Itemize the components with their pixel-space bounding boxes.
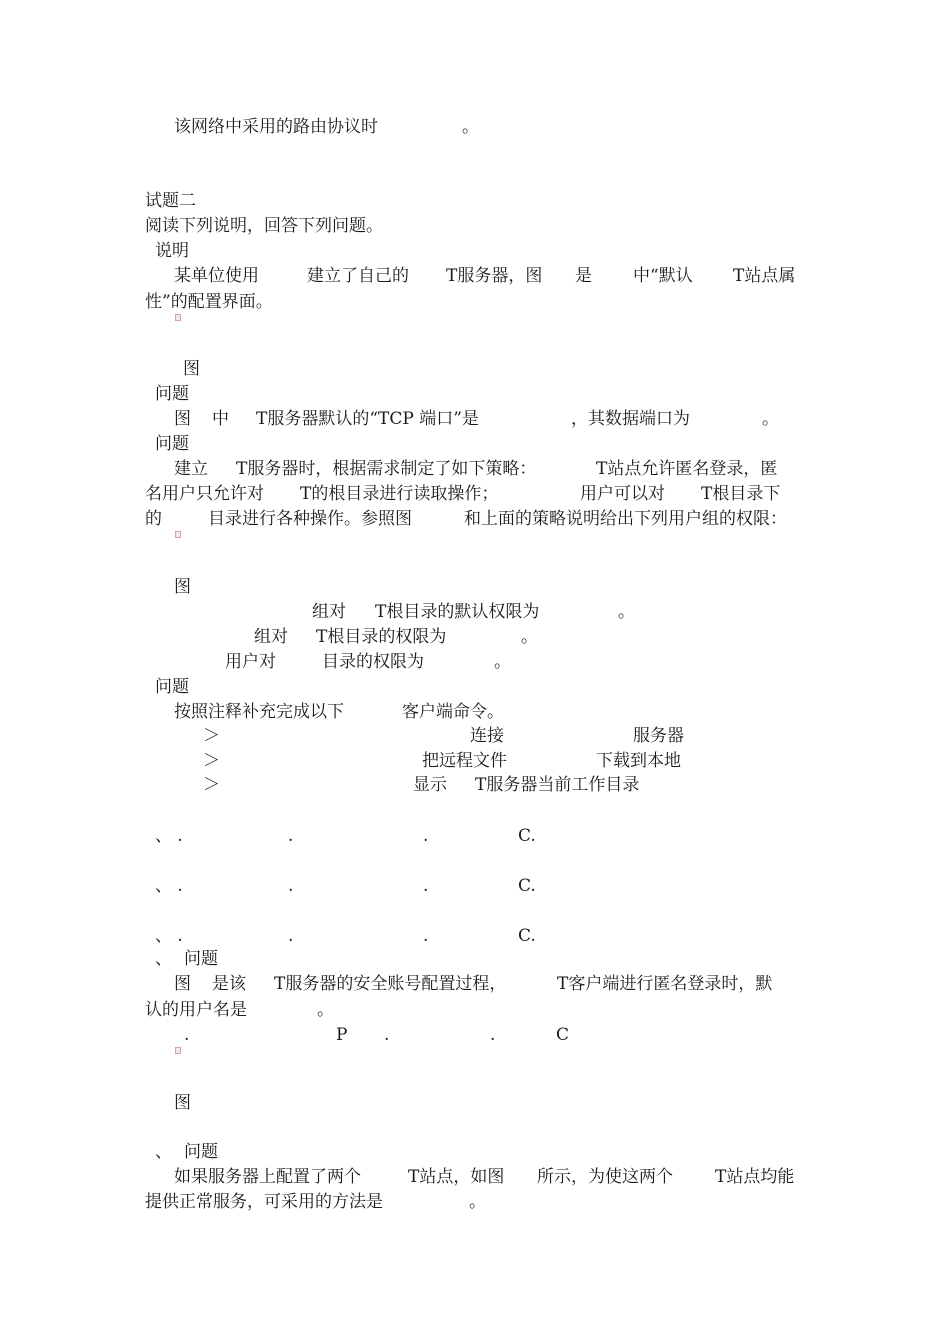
text-line: 某单位使用 [174, 266, 259, 286]
option-line: 、 . [155, 826, 183, 846]
text-line: 是 [575, 266, 592, 286]
text-line: 图 [174, 409, 191, 429]
text-line: 是该 [212, 974, 246, 994]
option-line: . [288, 926, 294, 946]
figure-caption: 图 [174, 577, 191, 597]
text-line: 。 [462, 117, 479, 137]
text-line: T站点允许匿名登录，匿 [596, 459, 778, 479]
text-line: 、 [155, 949, 172, 969]
text-line: T根目录的默认权限为 [375, 602, 540, 622]
option-line: . [288, 876, 294, 896]
option-line: . [423, 926, 429, 946]
text-line: 。 [317, 1000, 334, 1020]
text-line: T站点属 [733, 266, 796, 286]
question-heading: 问题 [155, 434, 189, 454]
option-line: . [423, 876, 429, 896]
text-line: ，其数据端口为 [571, 409, 690, 429]
text-line: 用户可以对 [580, 484, 665, 504]
figure-caption: 图 [183, 359, 200, 379]
text-line: T根目录的权限为 [316, 627, 447, 647]
question-heading: 问题 [184, 949, 218, 969]
option-line: C. [518, 926, 536, 946]
text-line: 。 [521, 627, 538, 647]
text-line: 。 [494, 652, 511, 672]
text-line: 如果服务器上配置了两个 [174, 1167, 361, 1187]
option-line: P [336, 1025, 348, 1045]
option-line: 、 . [155, 926, 183, 946]
text-line: T服务器的安全账号配置过程， [274, 974, 507, 994]
text-line: T客户端进行匿名登录时，默 [557, 974, 773, 994]
text-line: 建立了自己的 [307, 266, 409, 286]
option-line: . [490, 1025, 496, 1045]
text-line: 中 [212, 409, 229, 429]
question-heading: 问题 [155, 677, 189, 697]
text-line: T站点均能 [715, 1167, 795, 1187]
text-line: T服务器，图 [446, 266, 543, 286]
broken-image-icon [175, 531, 181, 538]
text-line: 和上面的策略说明给出下列用户组的权限： [464, 509, 787, 529]
text-line: 提供正常服务，可采用的方法是 [145, 1192, 383, 1212]
broken-image-icon [175, 314, 181, 321]
option-line: C. [518, 876, 536, 896]
text-line: T站点，如图 [408, 1167, 505, 1187]
option-line: . [384, 1025, 390, 1045]
section-heading: 试题二 [145, 191, 196, 211]
text-line: 组对 [254, 627, 288, 647]
text-line: 下载到本地 [596, 751, 681, 771]
text-line: 认的用户名是 [145, 1000, 247, 1020]
text-line: 服务器 [633, 726, 684, 746]
text-line: T的根目录进行读取操作； [300, 484, 499, 504]
text-line: 用户对 [225, 652, 276, 672]
text-line: 性”的配置界面。 [145, 292, 273, 312]
text-line: 连接 [470, 726, 504, 746]
text-line: 把远程文件 [422, 751, 507, 771]
text-line: T服务器当前工作目录 [475, 775, 640, 795]
text-line: 的 [145, 509, 162, 529]
text-line: T服务器时，根据需求制定了如下策略： [236, 459, 537, 479]
option-line: . [288, 826, 294, 846]
text-line: 组对 [312, 602, 346, 622]
text-line: 阅读下列说明，回答下列问题。 [145, 216, 383, 236]
text-line: 所示，为使这两个 [537, 1167, 673, 1187]
text-line: 。 [469, 1192, 486, 1212]
option-line: C [556, 1025, 570, 1045]
text-line: 建立 [174, 459, 208, 479]
text-line: 图 [174, 974, 191, 994]
option-line: . [184, 1025, 190, 1045]
text-line: 中“默认 [633, 266, 693, 286]
broken-image-icon [175, 1047, 181, 1054]
question-heading: 问题 [155, 384, 189, 404]
text-line: 该网络中采用的路由协议时 [174, 117, 378, 137]
text-line: 。 [618, 602, 635, 622]
text-line: T服务器默认的“TCP 端口”是 [256, 409, 479, 429]
figure-caption: 图 [174, 1093, 191, 1113]
text-line: 名用户只允许对 [145, 484, 264, 504]
option-line: . [423, 826, 429, 846]
question-heading: 问题 [184, 1142, 218, 1162]
text-line: 客户端命令。 [402, 702, 504, 722]
text-line: 。 [762, 409, 779, 429]
text-line: 按照注释补充完成以下 [174, 702, 344, 722]
text-line: 说明 [155, 241, 189, 261]
text-line: ＞ [203, 751, 220, 771]
text-line: 、 [155, 1142, 172, 1162]
text-line: ＞ [203, 775, 220, 795]
text-line: T根目录下 [701, 484, 781, 504]
text-line: ＞ [203, 726, 220, 746]
option-line: C. [518, 826, 536, 846]
option-line: 、 . [155, 876, 183, 896]
text-line: 显示 [413, 775, 447, 795]
text-line: 目录进行各种操作。参照图 [208, 509, 412, 529]
text-line: 目录的权限为 [322, 652, 424, 672]
